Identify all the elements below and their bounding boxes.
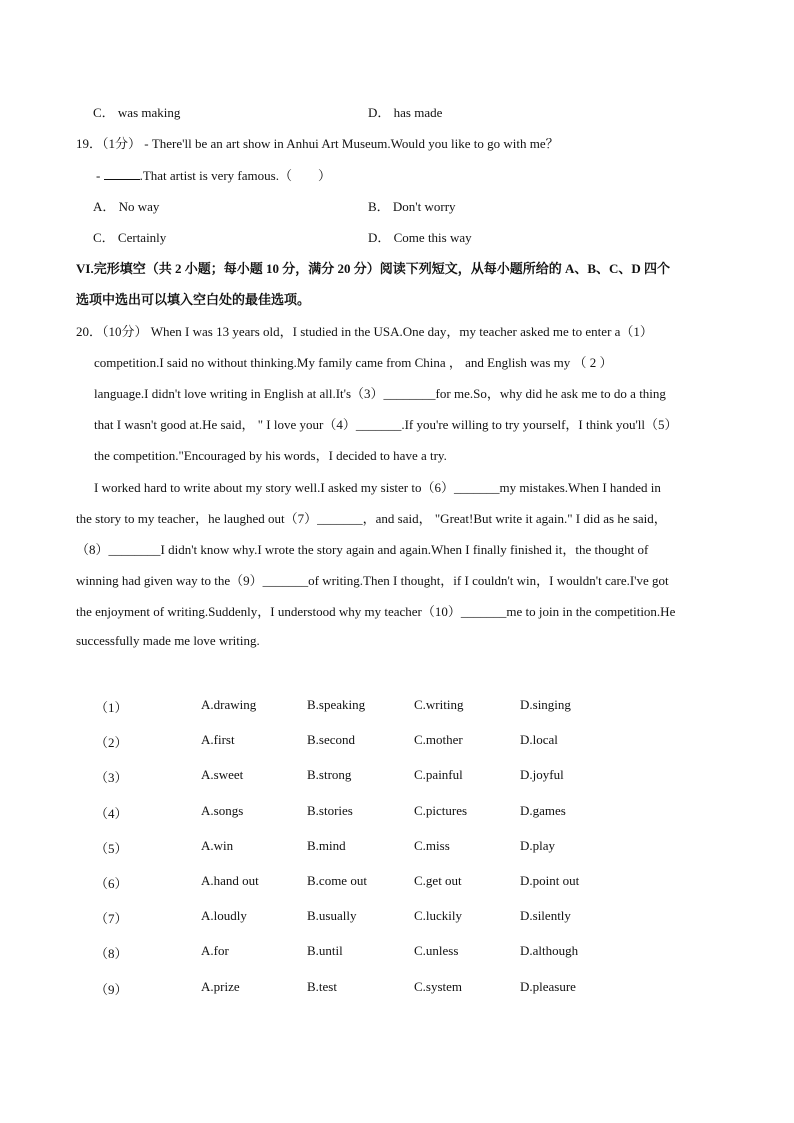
option-a: A.sweet — [201, 767, 244, 782]
option-c: C.mother — [414, 732, 463, 747]
passage-line: competition.I said no without thinking.My family came from China ， and English was my （ 2 ） — [94, 355, 613, 370]
passage-line: the enjoyment of writing.Suddenly，I understood why my teacher（10）_______me to join in the competition.He — [76, 604, 676, 619]
q19-option-a: A． No way — [93, 199, 160, 214]
option-d: D.pleasure — [520, 979, 576, 994]
option-a: A.drawing — [201, 697, 257, 712]
option-b: B.until — [307, 943, 343, 958]
q19-reply-suffix: .That artist is very famous.（ ） — [139, 168, 331, 183]
option-c: C.writing — [414, 697, 464, 712]
passage-line: the story to my teacher，he laughed out（7）_______，and said， "Great!But write it again." I did as he said， — [76, 511, 667, 526]
option-b: B.second — [307, 732, 356, 747]
option-number: （6） — [95, 876, 128, 891]
option-a: A.win — [201, 838, 234, 853]
option-row — [0, 943, 794, 963]
option-row — [0, 697, 794, 717]
passage-line: I worked hard to write about my story well.I asked my sister to（6）_______my mistakes.When I handed in — [94, 480, 661, 495]
option-d: D.silently — [520, 908, 571, 923]
option-d: D.joyful — [520, 767, 564, 782]
q18-option-d: D． has made — [368, 105, 443, 120]
q19-stem: 19．（1分） - There'll be an art show in Anhui Art Museum.Would you like to go with me？ — [76, 136, 559, 151]
option-d: D.games — [520, 803, 566, 818]
passage-line: language.I didn't love writing in English at all.It's（3）________for me.So，why did he ask me to do a thing — [94, 386, 666, 401]
option-number: （1） — [95, 700, 128, 715]
q19-blank — [104, 167, 140, 180]
passage-line: successfully made me love writing. — [76, 633, 260, 648]
option-c: C.luckily — [414, 908, 463, 923]
option-a: A.loudly — [201, 908, 247, 923]
option-b: B.usually — [307, 908, 357, 923]
option-b: B.stories — [307, 803, 353, 818]
option-c: C.get out — [414, 873, 462, 888]
option-c: C.pictures — [414, 803, 468, 818]
option-row — [0, 732, 794, 752]
passage-line: winning had given way to the（9）_______of writing.Then I thought，if I couldn't win，I wouldn't care.I've got — [76, 573, 669, 588]
option-row — [0, 803, 794, 823]
option-number: （2） — [95, 735, 128, 750]
q19-reply — [96, 165, 331, 184]
option-a: A.prize — [201, 979, 240, 994]
option-a: A.songs — [201, 803, 244, 818]
option-number: （7） — [95, 911, 128, 926]
option-d: D.singing — [520, 697, 571, 712]
option-b: B.come out — [307, 873, 367, 888]
q19-option-b: B． Don't worry — [368, 199, 456, 214]
option-number: （8） — [95, 946, 128, 961]
option-d: D.point out — [520, 873, 580, 888]
section-heading-line2: 选项中选出可以填入空白处的最佳选项。 — [76, 292, 311, 307]
option-number: （5） — [95, 841, 128, 856]
option-row — [0, 908, 794, 928]
passage-line: （8）________I didn't know why.I wrote the story again and again.When I finally finished it，the thought of — [76, 542, 649, 557]
option-row — [0, 979, 794, 999]
option-row — [0, 767, 794, 787]
option-row — [0, 838, 794, 858]
option-number: （3） — [95, 770, 128, 785]
option-c: C.miss — [414, 838, 450, 853]
option-c: C.unless — [414, 943, 459, 958]
q19-reply-prefix: - — [96, 168, 104, 183]
option-c: C.painful — [414, 767, 463, 782]
option-b: B.speaking — [307, 697, 366, 712]
passage-line: 20．（10分） When I was 13 years old，I studied in the USA.One day，my teacher asked me to enter a（1） — [76, 324, 653, 339]
option-number: （4） — [95, 806, 128, 821]
passage-line: that I wasn't good at.He said， " I love your（4）_______.If you're willing to try yourself，I think you'll（5） — [94, 417, 678, 432]
option-d: D.local — [520, 732, 558, 747]
option-b: B.mind — [307, 838, 346, 853]
q19-option-d: D． Come this way — [368, 230, 472, 245]
option-a: A.first — [201, 732, 235, 747]
option-d: D.although — [520, 943, 579, 958]
option-row — [0, 873, 794, 893]
option-a: A.for — [201, 943, 229, 958]
q19-option-c: C． Certainly — [93, 230, 167, 245]
section-heading-line1: VI.完形填空（共 2 小题；每小题 10 分，满分 20 分）阅读下列短文，从每小题所给的 A、B、C、D 四个 — [76, 261, 671, 276]
option-number: （9） — [95, 982, 128, 997]
q18-option-c: C． was making — [93, 105, 181, 120]
option-a: A.hand out — [201, 873, 259, 888]
option-b: B.strong — [307, 767, 352, 782]
option-b: B.test — [307, 979, 337, 994]
option-c: C.system — [414, 979, 463, 994]
option-d: D.play — [520, 838, 556, 853]
passage-line: the competition."Encouraged by his words，I decided to have a try. — [94, 448, 447, 463]
